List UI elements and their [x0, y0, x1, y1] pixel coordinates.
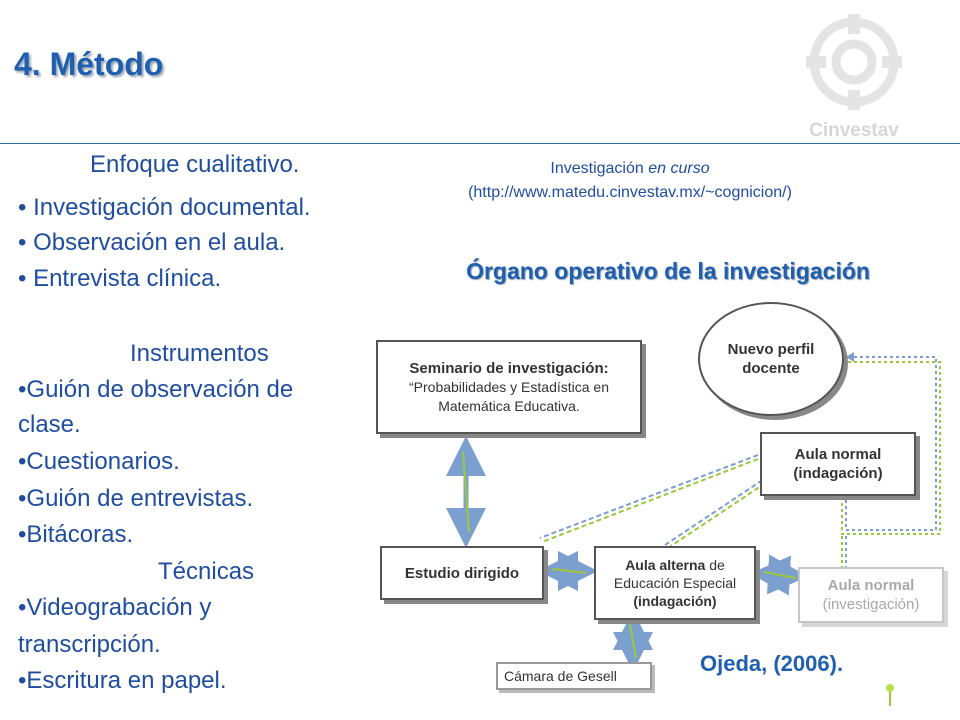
aula-normal-investigacion-line-1: Aula normal: [827, 577, 915, 594]
box-estudio-dirigido: [380, 546, 544, 600]
box-camara-gesell: [496, 662, 652, 690]
seminario-line-3: Matemática Educativa.: [438, 397, 580, 414]
tecnica-escritura: •Escritura en papel.: [18, 667, 227, 694]
arrow-seminario-estudio: [463, 446, 469, 538]
arrow-alterna-gesell: [630, 620, 636, 662]
aula-alterna-bold: Aula alterna: [625, 557, 706, 573]
tecnica-videograbacion: •Videograbación y: [18, 594, 212, 621]
slide-title: 4. Método: [14, 46, 164, 82]
aula-alterna-line-1: [625, 556, 725, 574]
instrumento-observacion-cont: clase.: [18, 411, 81, 438]
box-nuevo-perfil: [698, 302, 844, 416]
seminario-line-1: Seminario de investigación:: [409, 359, 609, 377]
seminario-line-2: “Probabilidades y Estadística en: [409, 378, 609, 395]
box-aula-normal-investigacion: [798, 567, 944, 623]
tecnicas-heading: Técnicas: [158, 558, 255, 585]
box-aula-alterna: [594, 546, 756, 620]
camara-gesell-label: Cámara de Gesell: [504, 667, 617, 684]
citation: Ojeda, (2006).: [700, 651, 844, 676]
enfoque-item-documental: • Investigación documental.: [18, 194, 311, 221]
instrumentos-heading: Instrumentos: [130, 340, 269, 367]
aula-alterna-line-3: (indagación): [633, 593, 717, 609]
enfoque-heading: Enfoque cualitativo.: [90, 151, 300, 178]
box-seminario: [376, 340, 642, 434]
instrumento-observacion: •Guión de observación de: [18, 376, 294, 403]
enfoque-item-entrevista: • Entrevista clínica.: [18, 265, 222, 292]
instrumento-bitacoras: •Bitácoras.: [18, 521, 134, 548]
tecnica-transcripcion: transcripción.: [18, 631, 161, 658]
aula-normal-indagacion-line-1: Aula normal: [794, 446, 882, 463]
enfoque-item-observacion: • Observación en el aula.: [18, 229, 286, 256]
arrow-estudio-alterna: [548, 569, 588, 573]
investigacion-italic: en curso: [648, 160, 710, 177]
organo-title: Órgano operativo de la investigación: [466, 258, 870, 284]
box-aula-normal-indagacion: [760, 432, 916, 496]
arrow-alterna-investigacion: [760, 572, 798, 578]
nuevo-perfil-line-2: docente: [742, 360, 800, 377]
logo-text: Cinvestav: [809, 120, 899, 141]
aula-normal-indagacion-line-2: (indagación): [793, 465, 883, 482]
aula-alterna-rest: de: [705, 557, 725, 573]
arrow-alterna-indagacion: [665, 475, 773, 548]
estudio-dirigido-label: Estudio dirigido: [404, 564, 520, 582]
aula-normal-investigacion-line-2: (investigación): [822, 596, 920, 613]
investigacion-prefix: Investigación: [550, 160, 644, 177]
investigacion-url: (http://www.matedu.cinvestav.mx/~cognicion/): [468, 184, 792, 201]
nuevo-perfil-line-1: Nuevo perfil: [727, 341, 815, 358]
pin-icon: [886, 684, 894, 706]
aula-alterna-line-2: Educación Especial: [613, 575, 737, 591]
arrow-indagacion-estudio: [540, 455, 758, 542]
instrumento-cuestionarios: •Cuestionarios.: [18, 448, 180, 475]
instrumento-entrevistas: •Guión de entrevistas.: [18, 485, 254, 512]
